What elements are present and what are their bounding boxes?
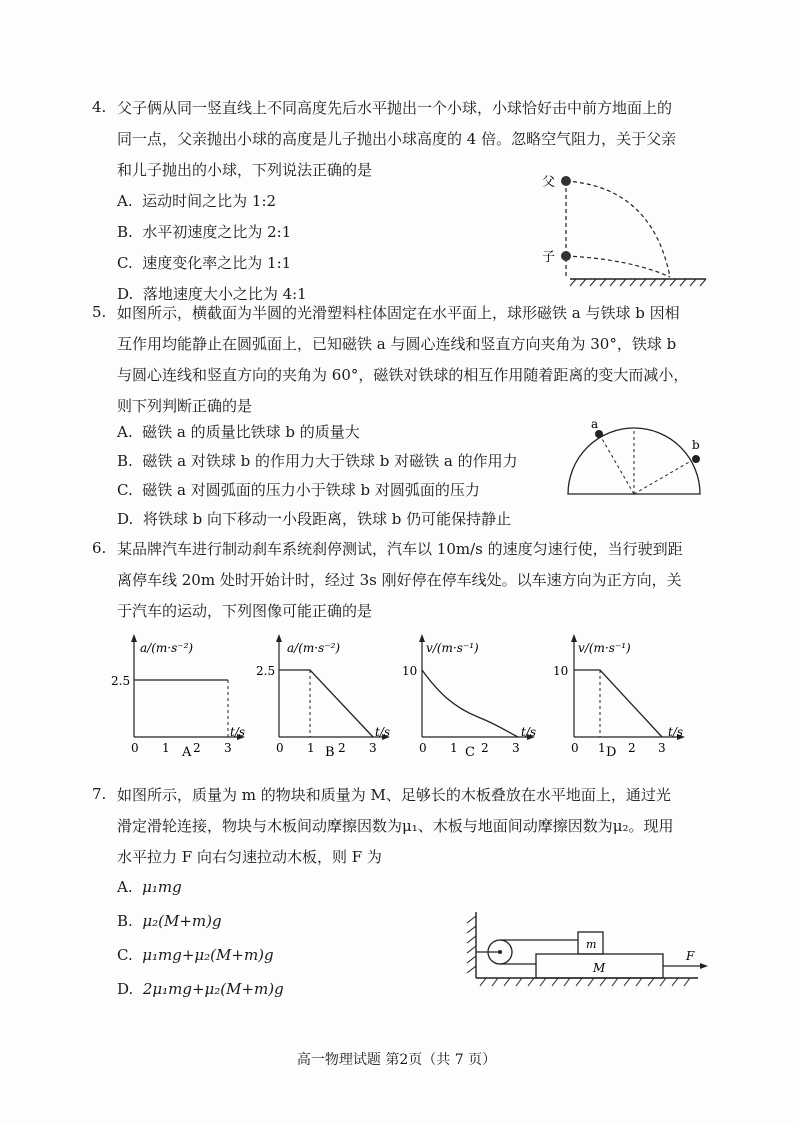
semicircle-figure <box>560 418 710 498</box>
y-value-label: 10 <box>553 664 569 678</box>
tick-label: 1 <box>450 741 458 755</box>
question-text-line: 和儿子抛出的小球，下列说法正确的是 <box>117 161 373 179</box>
option-a: A. μ₁mg <box>117 878 182 896</box>
pulley-figure <box>458 908 713 993</box>
ball-b-label: b <box>692 438 700 452</box>
graph-caption: A <box>182 745 192 760</box>
y-value-label: 2.5 <box>111 674 131 688</box>
option-b: B. 磁铁 a 对铁球 b 的作用力大于铁球 b 对磁铁 a 的作用力 <box>117 452 518 470</box>
question-text-line: 如图所示，质量为 m 的物块和质量为 M、足够长的木板叠放在水平地面上，通过光 <box>117 786 671 804</box>
small-block-label: m <box>586 938 597 951</box>
force-label: F <box>686 949 695 963</box>
question-number: 5. <box>92 303 107 321</box>
question-text-line: 水平拉力 F 向右匀速拉动木板，则 F 为 <box>117 848 382 866</box>
x-axis-label: t/s <box>230 725 246 739</box>
question-text-line: 某品牌汽车进行制动刹车系统刹停测试，汽车以 10m/s 的速度匀速行使，当行驶到距 <box>117 540 683 558</box>
question-text-line: 如图所示，横截面为半圆的光滑塑料柱体固定在水平面上，球形磁铁 a 与铁球 b 因相 <box>117 304 680 322</box>
tick-label: 0 <box>276 741 284 755</box>
tick-label: 0 <box>571 741 579 755</box>
board-label: M <box>593 961 606 975</box>
option-d: D. 2μ₁mg+μ₂(M+m)g <box>117 980 284 998</box>
graph-a <box>108 632 248 762</box>
graph-caption: C <box>465 745 475 760</box>
option-c: C. 磁铁 a 对圆弧面的压力小于铁球 b 对圆弧面的压力 <box>117 481 480 499</box>
tick-label: 2 <box>338 741 346 755</box>
graph-c <box>398 632 543 762</box>
option-b: B. μ₂(M+m)g <box>117 912 222 930</box>
graph-d <box>548 632 693 762</box>
tick-label: 1 <box>598 741 606 755</box>
option-b: B. 水平初速度之比为 2:1 <box>117 223 292 241</box>
tick-label: 1 <box>162 741 170 755</box>
option-c: C. 速度变化率之比为 1:1 <box>117 254 292 272</box>
y-axis-label: a/(m·s⁻²) <box>140 641 194 655</box>
question-number: 7. <box>92 785 107 803</box>
graph-caption: D <box>606 745 617 760</box>
son-label: 子 <box>542 250 556 265</box>
graph-caption: B <box>325 745 335 760</box>
father-label: 父 <box>542 175 556 190</box>
y-axis-label: a/(m·s⁻²) <box>287 641 341 655</box>
tick-label: 1 <box>307 741 315 755</box>
option-a: A. 运动时间之比为 1:2 <box>117 192 277 210</box>
tick-label: 2 <box>193 741 201 755</box>
option-d: D. 将铁球 b 向下移动一小段距离，铁球 b 仍可能保持静止 <box>117 510 512 528</box>
question-text-line: 互作用均能静止在圆弧面上，已知磁铁 a 与圆心连线和竖直方向夹角为 30°，铁球 b <box>117 335 677 353</box>
option-c: C. μ₁mg+μ₂(M+m)g <box>117 946 274 964</box>
tick-label: 3 <box>512 741 520 755</box>
question-number: 4. <box>92 98 107 116</box>
tick-label: 3 <box>224 741 232 755</box>
x-axis-label: t/s <box>668 725 684 739</box>
question-text-line: 同一点，父亲抛出小球的高度是儿子抛出小球高度的 4 倍。忽略空气阻力，关于父亲 <box>117 130 677 148</box>
question-text-line: 离停车线 20m 处时开始计时，经过 3s 刚好停在停车线处。以车速方向为正方向，关 <box>117 571 682 589</box>
question-number: 6. <box>92 539 107 557</box>
question-text-line: 父子俩从同一竖直线上不同高度先后水平抛出一个小球，小球恰好击中前方地面上的 <box>117 99 673 117</box>
question-text-line: 滑定滑轮连接，物块与木板间动摩擦因数为μ₁、木板与地面间动摩擦因数为μ₂。现用 <box>117 817 674 835</box>
tick-label: 2 <box>628 741 636 755</box>
x-axis-label: t/s <box>375 725 391 739</box>
question-text-line: 于汽车的运动，下列图像可能正确的是 <box>117 602 373 620</box>
tick-label: 2 <box>481 741 489 755</box>
tick-label: 0 <box>131 741 139 755</box>
projectile-figure <box>530 165 710 290</box>
graph-b <box>253 632 393 762</box>
y-value-label: 10 <box>402 664 418 678</box>
y-axis-label: v/(m·s⁻¹) <box>426 641 479 655</box>
question-text-line: 与圆心连线和竖直方向的夹角为 60°，磁铁对铁球的相互作用随着距离的变大而减小， <box>117 366 689 384</box>
option-d: D. 落地速度大小之比为 4:1 <box>117 285 307 303</box>
magnet-a-label: a <box>591 418 599 431</box>
page-footer: 高一物理试题 第2页（共 7 页） <box>296 1052 497 1068</box>
tick-label: 0 <box>419 741 427 755</box>
tick-label: 3 <box>658 741 666 755</box>
option-a: A. 磁铁 a 的质量比铁球 b 的质量大 <box>117 423 360 441</box>
tick-label: 3 <box>369 741 377 755</box>
question-text-line: 则下列判断正确的是 <box>117 397 253 415</box>
y-value-label: 2.5 <box>256 664 276 678</box>
y-axis-label: v/(m·s⁻¹) <box>578 641 631 655</box>
x-axis-label: t/s <box>521 725 537 739</box>
